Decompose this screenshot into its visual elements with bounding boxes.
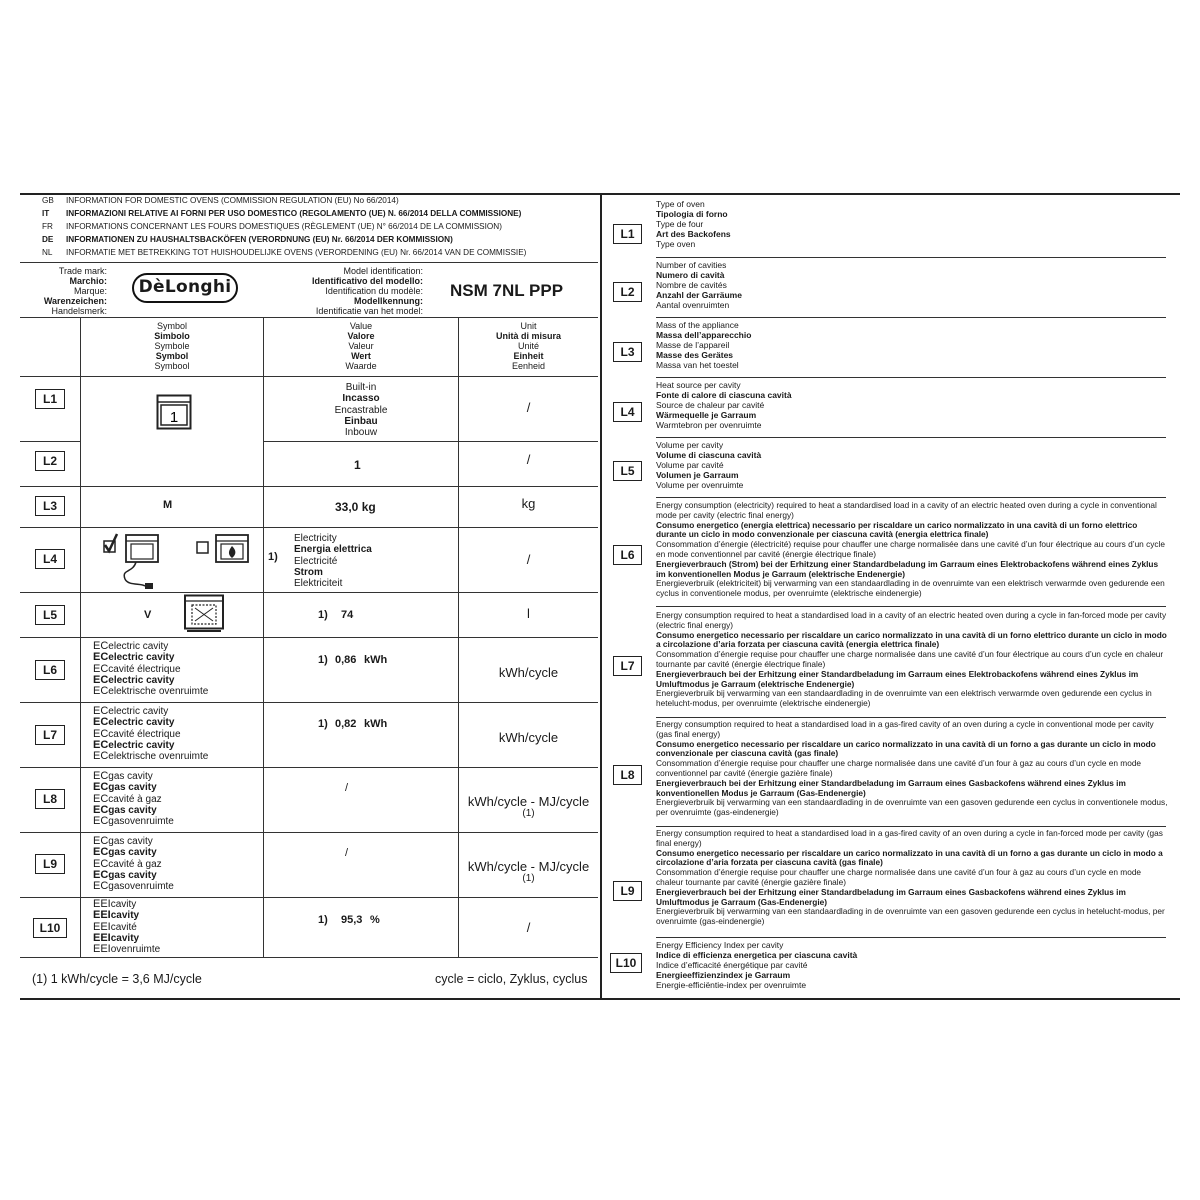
legend-label-l4: L4: [613, 402, 642, 422]
legend-text-l4: [656, 380, 1170, 430]
legend-label-l5: L5: [613, 461, 642, 481]
legend-line: Nombre de cavités: [656, 280, 727, 290]
row-rule: [20, 702, 598, 703]
header-line-nl: [20, 247, 598, 259]
legend-line: Energieverbruik bij verwarming van een standaardlading in de ovenruimte van een gasoven gedurende een cyclus in conventionele modus, per ovenruimte (gas-eindenergie): [656, 797, 1168, 818]
row-label-l6: L6: [35, 660, 65, 680]
l4-note: 1): [268, 551, 278, 563]
legend-label-l7: L7: [613, 656, 642, 676]
l9-unit: kWh/cycle - MJ/cycle: [467, 859, 590, 874]
legend-line: Energieeffizienzindex je Garraum: [656, 970, 791, 980]
legend-label-l1: L1: [613, 224, 642, 244]
legend-line: Masse des Gerätes: [656, 350, 734, 360]
language-code: NL: [42, 248, 53, 257]
legend-line: Numero di cavità: [656, 270, 725, 280]
l7-value: 0,82: [335, 718, 357, 730]
legend-line: Consommation d’énergie requise pour chauffer une charge normalisée dans une cavité d’un four électrique au cours d’un cycle en chaleur tournante par cavité (énergie électrique finale): [656, 649, 1164, 669]
legend-line: Number of cavities: [656, 260, 727, 270]
l5-unit: l: [527, 606, 530, 621]
row-label-l3: L3: [35, 496, 65, 516]
legend-line: Anzahl der Garräume: [656, 290, 742, 300]
legend-text-l10: [656, 940, 1170, 990]
l7-unit: kWh/cycle: [498, 730, 559, 745]
l1-value: Built-in Incasso Encastrable Einbau Inbouw: [334, 382, 388, 439]
row-rule: [20, 592, 598, 593]
l8-unit-note: (1): [522, 808, 535, 819]
l10-note: 1): [318, 914, 328, 926]
legend-line: Consumo energetico (energia elettrica) necessario per riscaldare un carico normalizzato in una cavità di un forno elettrico durante un ciclo in modo convenzionale per ciascuna cavità (energia elettrica finale): [656, 519, 1138, 540]
legend-line: Massa van het toestel: [656, 360, 739, 370]
legend-line: Energieverbrauch bei der Erhitzung einer Standardbeladung im Garraum eines Gasbackofens während eines Zyklus im Umluftmodus je Garraum (Gas-Endenergie): [656, 886, 1126, 907]
legend-line: Energieverbrauch (Strom) bei der Erhitzung einer Standardbeladung im Garraum eines Elektrobackofens während eines Zyklus im konventionellen Modus je Garraum (elektrische Endenergie): [656, 558, 1159, 579]
l6-unit: kWh/cycle: [498, 665, 559, 680]
legend-text-l1: [656, 199, 1170, 249]
row-rule: [20, 832, 598, 833]
legend-text-l2: [656, 260, 1170, 310]
footnote-cycle-translation: cycle = ciclo, Zyklus, cyclus: [435, 972, 588, 986]
legend-line: Consumo energetico necessario per riscaldare un carico normalizzato in una cavità di un forno elettrico durante un ciclo in modo a circolazione d’aria forzata per ciascuna cavità (energia elettrica finale): [656, 629, 1167, 650]
l2-unit: /: [526, 452, 531, 467]
header-text: INFORMATIONEN ZU HAUSHALTSBACKÖFEN (VERORDNUNG (EU) Nr. 66/2014 DER KOMMISSION): [66, 235, 453, 244]
header-line-gb: [20, 195, 598, 207]
legend-line: Art des Backofens: [656, 229, 731, 239]
legend-line: Massa dell’apparecchio: [656, 330, 752, 340]
l4-value: Electricity Energia elettrica Electricité Strom Elektriciteit: [294, 533, 372, 590]
row-label-l9: L9: [35, 854, 65, 874]
header-line-it: [20, 208, 598, 220]
l7-note: 1): [318, 718, 328, 730]
legend-line: Wärmequelle je Garraum: [656, 410, 757, 420]
legend-text-l3: [656, 320, 1170, 370]
row-rule: [20, 376, 598, 377]
l8-value: /: [345, 782, 349, 794]
legend-line: Volume per cavity: [656, 440, 724, 450]
header-text: INFORMATIE MET BETREKKING TOT HUISHOUDELIJKE OVENS (VERORDENING (EU) Nr. 66/2014 VAN DE COMMISSIE): [66, 248, 527, 257]
legend-text-l8: [656, 720, 1170, 818]
l8-symbol: ECgas cavity ECgas cavity ECcavité à gaz ECgas cavity ECgasovenruimte: [93, 770, 174, 828]
l6-value: 0,86: [335, 654, 357, 666]
built-in-oven-icon: [156, 394, 192, 430]
legend-line: Volume di ciascuna cavità: [656, 450, 762, 460]
legend-line: Type de four: [656, 219, 704, 229]
column-unit-header: Unit Unità di misura Unité Einheit Eenheid: [495, 321, 561, 371]
legend-line: Consommation d’énergie (électricité) requise pour chauffer une charge normalisée dans une cavité d’un four électrique au cours d’un cycle en mode conventionnel par cavité (énergie électrique finale): [656, 539, 1166, 559]
row-label-l5: L5: [35, 605, 65, 625]
header-text: INFORMATIONS CONCERNANT LES FOURS DOMESTIQUES (RÈGLEMENT (UE) N° 66/2014 DE LA COMMISSION): [66, 222, 502, 231]
legend-line: Energieverbrauch bei der Erhitzung einer Standardbeladung im Garraum eines Gasbackofens während eines Zyklus im konventionellen Modus je Garraum (Gas-Endenergie): [656, 777, 1126, 798]
column-value-header: Value Valore Valeur Wert Waarde: [345, 321, 377, 371]
header-line-de: [20, 234, 598, 246]
row-rule: [20, 441, 80, 442]
legend-rule: [656, 377, 1166, 378]
l2-value: 1: [354, 458, 361, 472]
legend-line: Consommation d’énergie requise pour chauffer une charge normalisée dans une cavité d’un four à gaz au cours d’un cycle en mode chaleur tournante par cavité (énergie gazière finale): [656, 867, 1142, 887]
l10-unit: /: [526, 920, 531, 935]
legend-text-l7: [656, 611, 1170, 709]
legend-line: Type of oven: [656, 199, 705, 209]
l7-symbol: ECelectric cavity ECelectric cavity ECcavité électrique ECelectric cavity ECelektrische ovenruimte: [93, 705, 209, 763]
row-rule: [20, 527, 598, 528]
center-divider: [600, 193, 602, 1000]
trade-mark-labels: Trade mark: Marchio: Marque: Warenzeichen: Handelsmerk:: [43, 266, 107, 316]
language-code: GB: [42, 196, 54, 205]
row-label-l1: L1: [35, 389, 65, 409]
language-code: DE: [42, 235, 54, 244]
legend-line: Indice d’efficacité énergétique par cavité: [656, 960, 808, 970]
legend-line: Energy consumption required to heat a standardised load in a gas-fired cavity of an oven during a cycle in fan-forced mode per cavity (gas final energy): [656, 828, 1163, 848]
legend-line: Tipologia di forno: [656, 209, 728, 219]
gas-oven-unchecked-icon: [196, 532, 250, 568]
legend-label-l3: L3: [613, 342, 642, 362]
header-text: INFORMAZIONI RELATIVE AI FORNI PER USO DOMESTICO (REGOLAMENTO (UE) N. 66/2014 DELLA COMMISSIONE): [66, 209, 522, 218]
l5-symbol: V: [144, 609, 152, 621]
l5-note: 1): [318, 609, 328, 621]
cavity-count-glyph: 1: [169, 409, 179, 426]
legend-line: Consumo energetico necessario per riscaldare un carico normalizzato in una cavità di un forno a gas durante un ciclo in modo convenzionale per ciascuna cavità (gas finale): [656, 738, 1156, 759]
l3-unit: kg: [521, 496, 536, 511]
legend-rule: [656, 497, 1166, 498]
legend-label-l6: L6: [613, 545, 642, 565]
legend-line: Fonte di calore di ciascuna cavità: [656, 390, 792, 400]
legend-text-l5: [656, 440, 1170, 490]
row-label-l8: L8: [35, 789, 65, 809]
l10-value-unit: %: [370, 914, 380, 926]
l10-value: 95,3: [341, 914, 363, 926]
table-top-rule: [20, 317, 598, 318]
l4-unit: /: [526, 552, 531, 567]
brand-logo: DèLonghi: [132, 273, 238, 303]
legend-line: Aantal ovenruimten: [656, 300, 730, 310]
legend-rule: [656, 606, 1166, 607]
row-rule: [20, 767, 598, 768]
legend-line: Energieverbrauch bei der Erhitzung einer Standardbeladung im Garraum eines Elektrobackofens während eines Zyklus im Umluftmodus je Garraum (elektrische Endenergie): [656, 668, 1139, 689]
header-rule: [20, 262, 598, 263]
row-rule: [20, 957, 598, 958]
l10-symbol: EEIcavity EEIcavity EEIcavité EEIcavity EEIovenruimte: [93, 898, 161, 956]
legend-line: Mass of the appliance: [656, 320, 739, 330]
legend-text-l9: [656, 829, 1170, 927]
legend-line: Energieverbruik bij verwarming van een standaardlading in de ovenruimte van een gasoven gedurende een cyclus in hetelucht-modus, per ovenruimte (gas-eindenergie): [656, 906, 1165, 927]
l5-value: 74: [341, 609, 354, 621]
legend-rule: [656, 826, 1166, 827]
legend-label-l10: L10: [610, 953, 642, 973]
legend-line: Energy consumption (electricity) required to heat a standardised load in a cavity of an electric heated oven during a cycle in conventional mode per cavity (electric final energy): [656, 500, 1157, 520]
l6-value-unit: kWh: [364, 654, 388, 666]
legend-text-l6: [656, 501, 1170, 599]
electric-oven-checked-icon: [103, 531, 163, 589]
legend-line: Consommation d’énergie requise pour chauffer une charge normalisée dans une cavité d’un four à gaz au cours d’un cycle en mode conventionnel par cavité (énergie gazière finale): [656, 758, 1142, 778]
legend-rule: [656, 257, 1166, 258]
l7-value-unit: kWh: [364, 718, 388, 730]
legend-line: Consumo energetico necessario per riscaldare un carico normalizzato in una cavità di un forno a gas durante un ciclo in modo a circolazione d’aria forzata per ciascuna cavità (gas finale): [656, 847, 1163, 868]
l8-unit: kWh/cycle - MJ/cycle: [467, 794, 590, 809]
legend-line: Source de chaleur par cavité: [656, 400, 765, 410]
legend-line: Type oven: [656, 239, 696, 249]
language-code: FR: [42, 222, 53, 231]
footnote-conversion: (1) 1 kWh/cycle = 3,6 MJ/cycle: [32, 972, 202, 986]
column-symbol-header: Symbol Simbolo Symbole Symbol Symbool: [154, 321, 190, 371]
model-identification: NSM 7NL PPP: [450, 281, 564, 300]
legend-line: Heat source per cavity: [656, 380, 741, 390]
l6-symbol: ECelectric cavity ECelectric cavity ECcavité électrique ECelectric cavity ECelektrische ovenruimte: [93, 640, 209, 698]
language-code: IT: [42, 209, 50, 218]
legend-rule: [656, 937, 1166, 938]
row-label-l4: L4: [35, 549, 65, 569]
legend-line: Energy consumption required to heat a standardised load in a gas-fired cavity of an oven during a cycle in conventional mode per cavity (gas final energy): [656, 719, 1154, 739]
l6-note: 1): [318, 654, 328, 666]
legend-line: Energieverbruik (elektriciteit) bij verwarming van een standaardlading in de ovenruimte van een elektrisch verwarmde oven gedurende een cyclus in conventionele modus, per ovenruimte (elektrische eindenergie): [656, 578, 1165, 599]
row-rule: [20, 486, 598, 487]
legend-line: Energieverbruik bij verwarming van een standaardlading in de ovenruimte van een elektrisch verwarmde oven gedurende een cyclus in hetelucht-modus, per ovenruimte (elektrische eindenergie): [656, 688, 1152, 709]
legend-label-l9: L9: [613, 881, 642, 901]
l3-symbol: M: [163, 499, 173, 511]
legend-line: Masse de l’appareil: [656, 340, 730, 350]
row-rule: [263, 441, 598, 442]
row-label-l2: L2: [35, 451, 65, 471]
l9-value: /: [345, 847, 349, 859]
model-labels: Model identification: Identificativo del modello: Identification du modèle: Modellkennung: Identificatie van het model:: [311, 266, 423, 316]
l1-unit: /: [526, 400, 531, 415]
l3-value: 33,0 kg: [335, 500, 376, 514]
row-label-l7: L7: [35, 725, 65, 745]
legend-label-l8: L8: [613, 765, 642, 785]
legend-line: Energy Efficiency Index per cavity: [656, 940, 784, 950]
header-text: INFORMATION FOR DOMESTIC OVENS (COMMISSION REGULATION (EU) No 66/2014): [66, 196, 399, 205]
legend-line: Energie-efficiëntie-index per ovenruimte: [656, 980, 807, 990]
l9-unit-note: (1): [522, 873, 535, 884]
legend-line: Volume par cavité: [656, 460, 724, 470]
legend-line: Warmtebron per ovenruimte: [656, 420, 762, 430]
row-label-l10: L10: [33, 918, 67, 938]
row-rule: [20, 637, 598, 638]
legend-rule: [656, 717, 1166, 718]
legend-rule: [656, 317, 1166, 318]
header-line-fr: [20, 221, 598, 233]
legend-label-l2: L2: [613, 282, 642, 302]
legend-line: Volumen je Garraum: [656, 470, 739, 480]
legend-rule: [656, 437, 1166, 438]
legend-line: Indice di efficienza energetica per ciascuna cavità: [656, 950, 858, 960]
oven-volume-icon: [183, 594, 225, 634]
legend-line: Volume per ovenruimte: [656, 480, 744, 490]
l9-symbol: ECgas cavity ECgas cavity ECcavité à gaz ECgas cavity ECgasovenruimte: [93, 835, 174, 893]
legend-line: Energy consumption required to heat a standardised load in a cavity of an electric heated oven during a cycle in fan-forced mode per cavity (electric final energy): [656, 610, 1167, 630]
